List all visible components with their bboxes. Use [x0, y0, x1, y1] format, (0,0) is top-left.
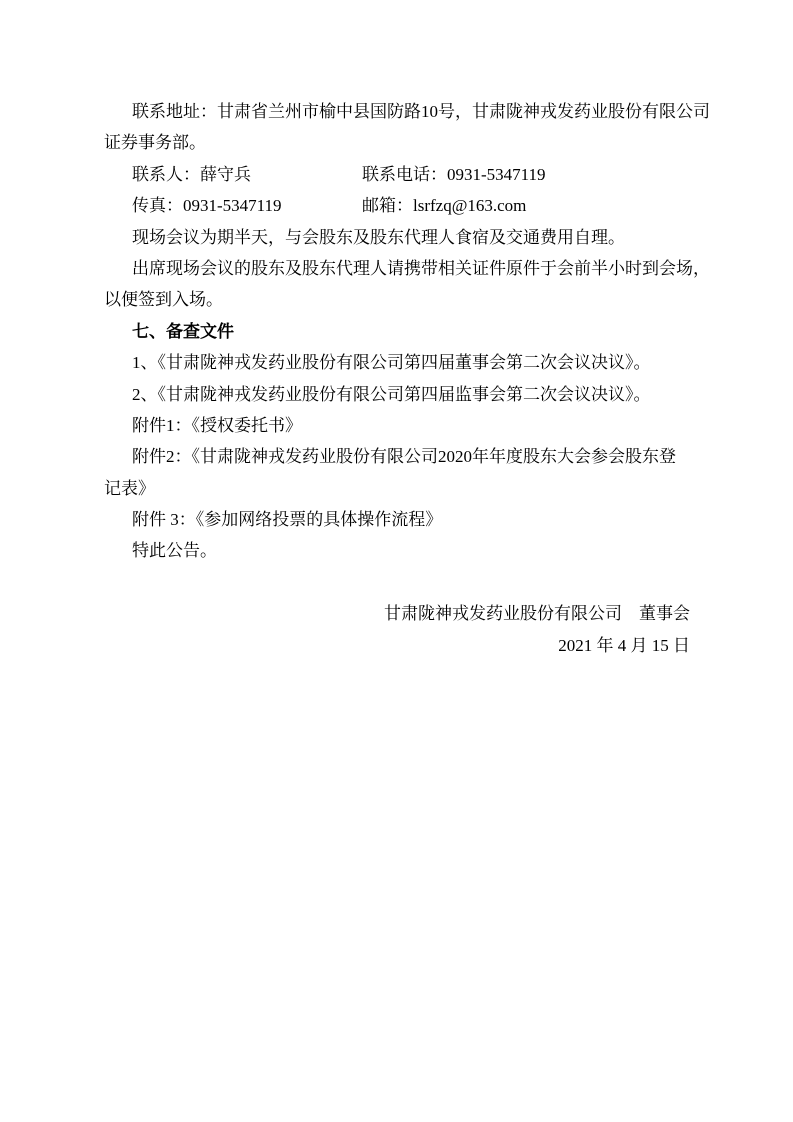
attendance-note-line1: 出席现场会议的股东及股东代理人请携带相关证件原件于会前半小时到会场， [132, 258, 710, 278]
contact-fax: 传真：0931-5347119 [132, 196, 282, 216]
document-body [104, 96, 710, 661]
attachment-2-line2: 记表》 [104, 478, 155, 498]
signature-company-board: 甘肃陇神戎发药业股份有限公司 董事会 [384, 604, 690, 624]
attachment-3: 附件 3：《参加网络投票的具体操作流程》 [132, 510, 443, 530]
closing-statement: 特此公告。 [132, 541, 217, 561]
attachment-1: 附件1：《授权委托书》 [132, 415, 302, 435]
attachment-2-line1: 附件2：《甘肃陇神戎发药业股份有限公司2020年年度股东大会参会股东登 [132, 447, 676, 467]
contact-person: 联系人：薛守兵 [132, 164, 251, 184]
signature-date: 2021 年 4 月 15 日 [558, 635, 690, 655]
signature-block [104, 598, 690, 661]
contact-address-line1: 联系地址：甘肃省兰州市榆中县国防路10号，甘肃陇神戎发药业股份有限公司 [132, 102, 710, 121]
section-heading-documents-for-inspection: 七、备查文件 [132, 321, 234, 341]
contact-email: 邮箱：lsrfzq@163.com [362, 196, 527, 216]
contact-person-row [104, 159, 690, 190]
contact-fax-row [104, 190, 690, 221]
contact-address-line2: 证券事务部。 [104, 133, 206, 153]
onsite-meeting-note: 现场会议为期半天，与会股东及股东代理人食宿及交通费用自理。 [132, 227, 625, 247]
contact-phone: 联系电话：0931-5347119 [362, 164, 546, 184]
inspection-item-2: 2、《甘肃陇神戎发药业股份有限公司第四届监事会第二次会议决议》。 [132, 384, 651, 404]
inspection-item-1: 1、《甘肃陇神戎发药业股份有限公司第四届董事会第二次会议决议》。 [132, 353, 651, 373]
attendance-note-line2: 以便签到入场。 [104, 290, 223, 310]
